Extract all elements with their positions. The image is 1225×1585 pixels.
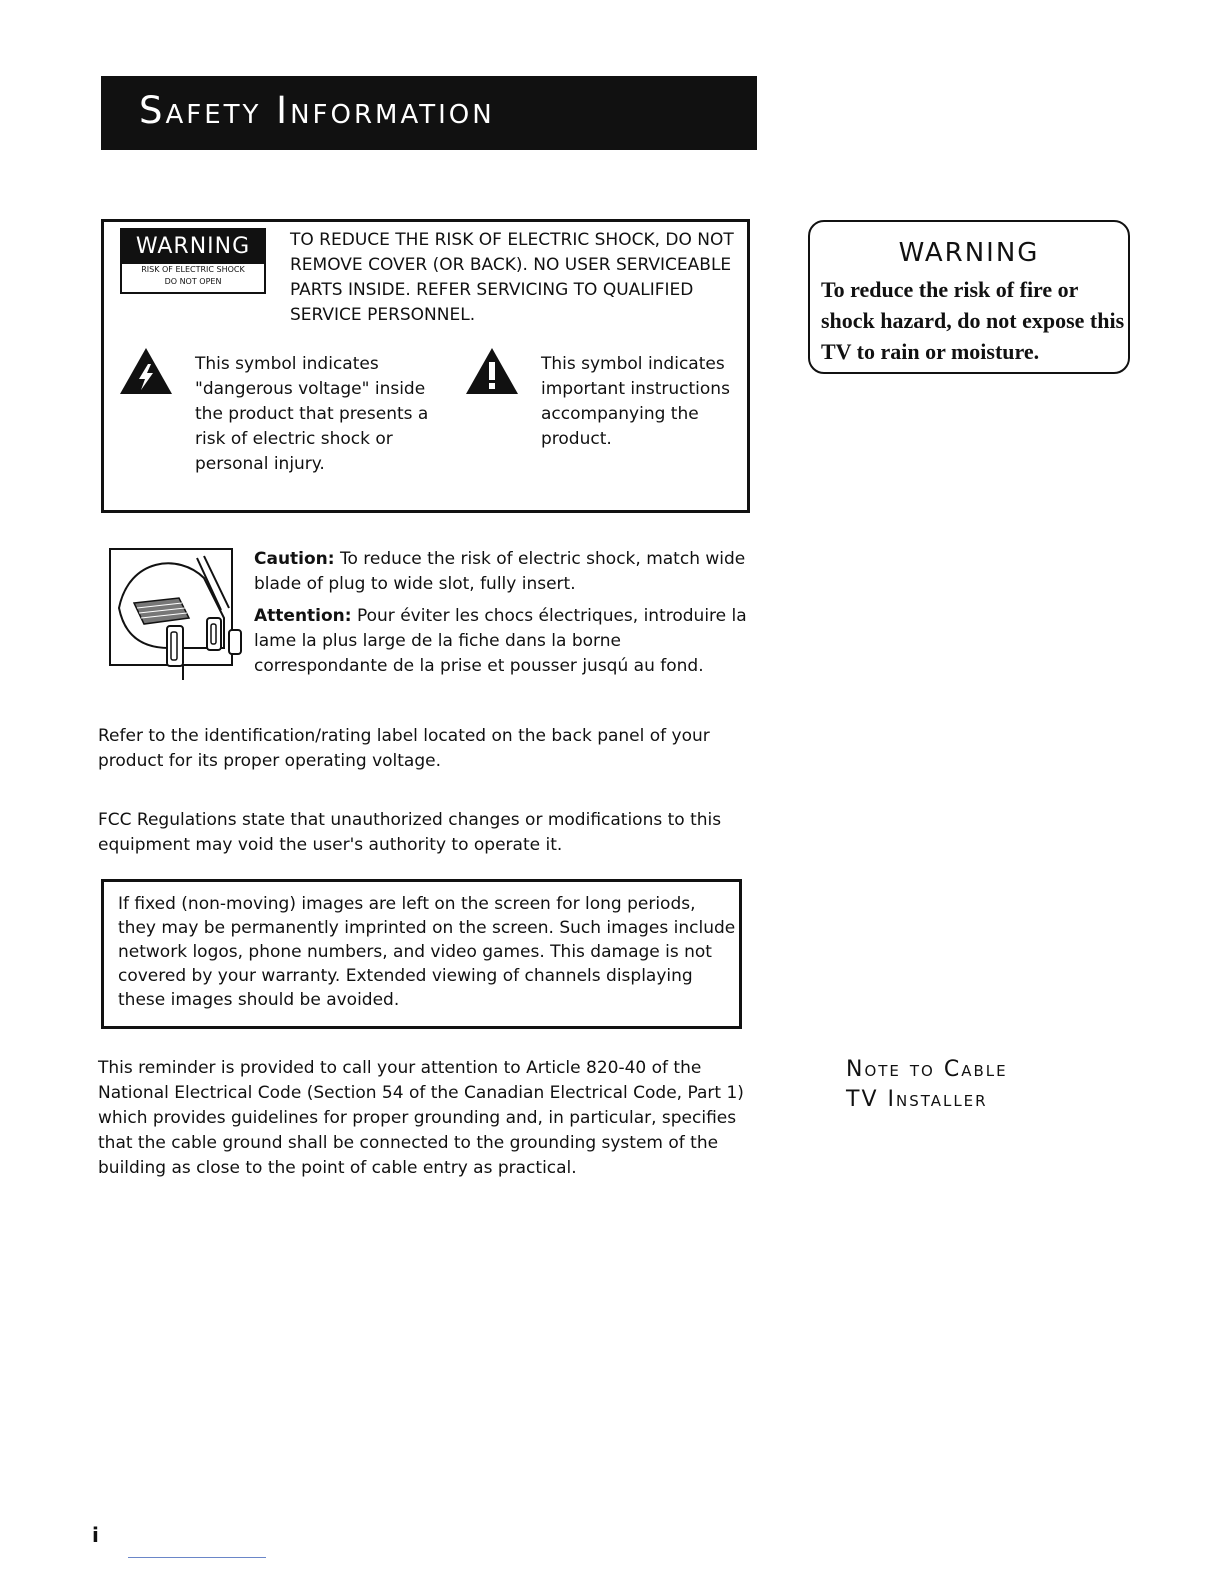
note-heading-line: TV Installer bbox=[846, 1087, 988, 1112]
side-warning-title: WARNING bbox=[898, 238, 1040, 268]
attention-body: Pour éviter les chocs électriques, introduire la lame la plus large de la fiche dans la borne correspondante de la prise et pousser jusqú au fond. bbox=[254, 606, 747, 676]
rating-paragraph: Refer to the identification/rating label located on the back panel of your product for its proper operating voltage. bbox=[98, 726, 710, 771]
caution-label: Caution: bbox=[254, 549, 335, 569]
warning-label-subtext: RISK OF ELECTRIC SHOCK bbox=[141, 265, 245, 274]
cable-installer-note-heading bbox=[846, 1055, 1106, 1115]
instructions-symbol-description: This symbol indicates important instructions accompanying the product. bbox=[541, 354, 730, 449]
polarized-plug-icon bbox=[109, 548, 244, 683]
attention-text bbox=[254, 604, 754, 679]
warning-label-subtext: DO NOT OPEN bbox=[164, 277, 222, 286]
footer-rule bbox=[128, 1557, 266, 1558]
side-warning-body: To reduce the risk of fire or shock hazard, do not expose this TV to rain or moisture. bbox=[821, 277, 1125, 364]
caution-body: To reduce the risk of electric shock, match wide blade of plug to wide slot, fully insert. bbox=[254, 549, 746, 594]
page-number: i bbox=[92, 1523, 99, 1547]
warning-label-head: WARNING bbox=[122, 230, 264, 264]
warning-main-text: TO REDUCE THE RISK OF ELECTRIC SHOCK, DO NOT REMOVE COVER (OR BACK). NO USER SERVICEABLE PARTS INSIDE. REFER SERVICING TO QUALIFIED SERVICE PERSONNEL. bbox=[290, 230, 734, 325]
note-heading-line: Note to Cable bbox=[846, 1057, 1008, 1082]
fcc-paragraph: FCC Regulations state that unauthorized changes or modifications to this equipment may void the user's authority to operate it. bbox=[98, 810, 722, 855]
side-warning-box bbox=[808, 220, 1130, 374]
caution-text bbox=[254, 547, 754, 597]
section-header-bar bbox=[101, 76, 757, 150]
nec-paragraph: This reminder is provided to call your attention to Article 820-40 of the National Electrical Code (Section 54 of the Canadian Electrical Code, Part 1) which provides guidelines for proper grounding and, in particular, specifies that the cable ground shall be connected to the grounding system of the building as close to the point of cable entry as practical. bbox=[98, 1058, 744, 1178]
fixed-image-warning-text: If fixed (non-moving) images are left on the screen for long periods, they may be permanently imprinted on the screen. Such images include network logos, phone numbers, and video games. This damage is not covered by your warranty. Extended viewing of channels displaying these images should be avoided. bbox=[118, 894, 736, 1010]
exclamation-triangle-icon bbox=[466, 348, 518, 394]
voltage-symbol-description: This symbol indicates "dangerous voltage" inside the product that presents a risk of electric shock or personal injury. bbox=[195, 354, 429, 474]
warning-label bbox=[120, 228, 266, 294]
page-title: Safety Information bbox=[139, 89, 495, 132]
attention-label: Attention: bbox=[254, 606, 352, 626]
lightning-triangle-icon bbox=[120, 348, 172, 394]
